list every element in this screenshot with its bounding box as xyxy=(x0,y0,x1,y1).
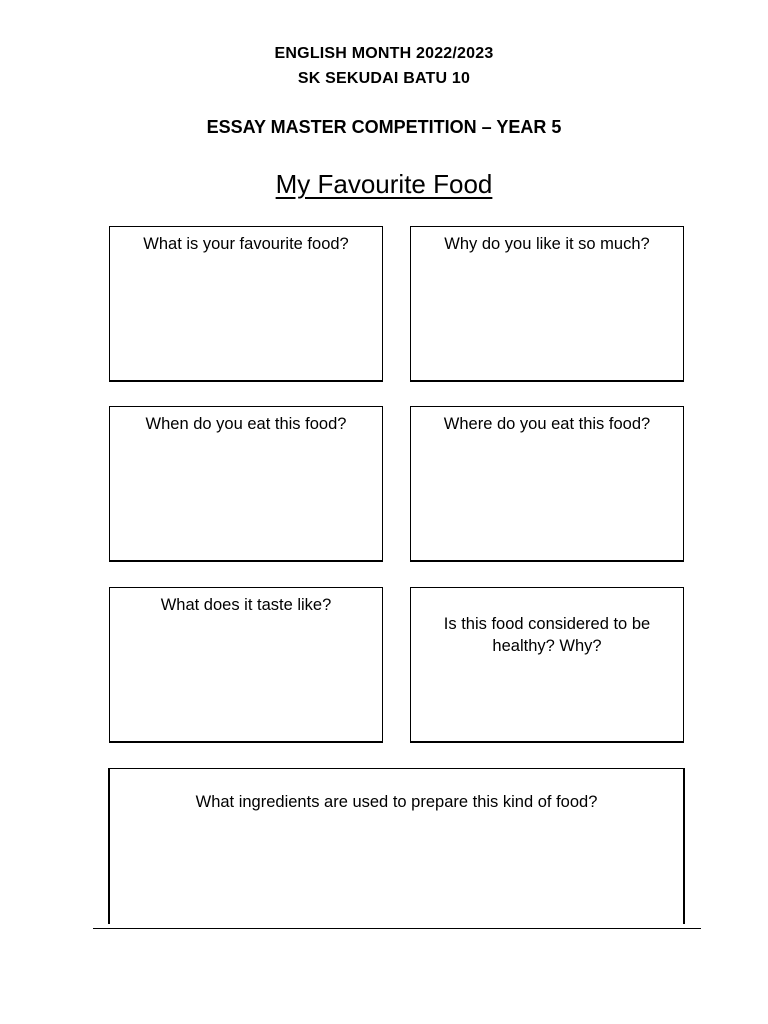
question-label: When do you eat this food? xyxy=(145,415,347,433)
question-label: Why do you like it so much? xyxy=(444,235,650,253)
question-label: What ingredients are used to prepare this kind of food? xyxy=(195,793,598,811)
question-label: Is this food considered to be healthy? Why? xyxy=(443,615,651,655)
page-title xyxy=(0,169,768,200)
answer-box-taste[interactable] xyxy=(109,587,383,743)
header-line-1: ENGLISH MONTH 2022/2023 xyxy=(274,45,494,62)
answer-box-ingredients[interactable] xyxy=(108,768,685,924)
answer-box-why-like[interactable] xyxy=(410,226,684,382)
bottom-rule xyxy=(93,928,701,929)
answer-box-when-eat[interactable] xyxy=(109,406,383,562)
answer-box-healthy[interactable] xyxy=(410,587,684,743)
answer-box-favourite-food[interactable] xyxy=(109,226,383,382)
competition-title: ESSAY MASTER COMPETITION – YEAR 5 xyxy=(206,117,562,137)
question-label: What is your favourite food? xyxy=(143,235,349,253)
answer-box-where-eat[interactable] xyxy=(410,406,684,562)
header-line-2: SK SEKUDAI BATU 10 xyxy=(297,70,471,87)
question-label: Where do you eat this food? xyxy=(443,415,651,433)
question-label: What does it taste like? xyxy=(160,596,332,614)
page-title-text: My Favourite Food xyxy=(275,169,493,199)
